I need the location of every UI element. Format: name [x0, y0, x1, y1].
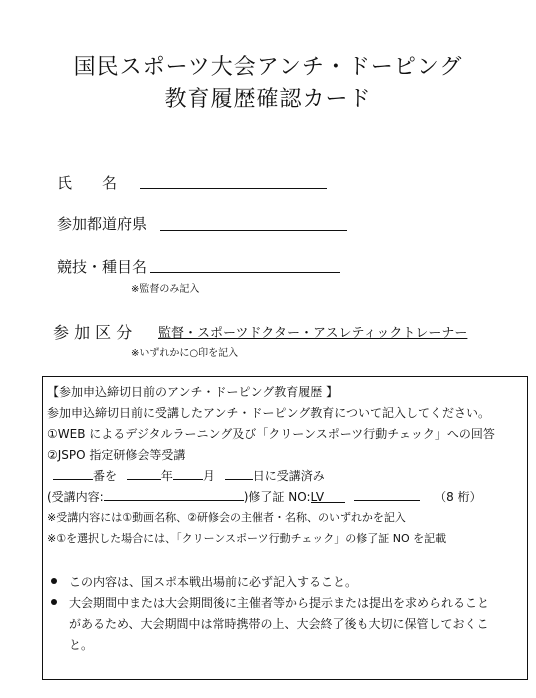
bullet-item-1: この内容は、国スポ本戦出場前に必ず記入すること。	[69, 575, 358, 589]
name-field[interactable]	[140, 188, 327, 189]
sport-note: ※監督のみ記入	[131, 284, 200, 295]
month-blank[interactable]	[173, 467, 203, 480]
page-title-line2: 教育履歴確認カード	[164, 87, 372, 112]
option-web-learning: ①WEB によるデジタルラーニング及び「クリーンスポーツ行動チェック」への回答	[47, 427, 495, 441]
day-blank[interactable]	[225, 467, 253, 480]
sport-label: 競技・種目名	[57, 258, 148, 276]
cert-note: ※①を選択した場合には、「クリーンスポーツ行動チェック」の修了証 NO を記載	[47, 532, 447, 545]
bullet-item-2-line1: 大会期間中または大会期間後に主催者等から提示または提出を求められること	[69, 596, 490, 610]
cert-prefix: LV	[311, 490, 345, 503]
cert-number-blank[interactable]	[354, 488, 420, 501]
box-heading: 【参加申込締切日前のアンチ・ドーピング教育履歴 】	[47, 385, 339, 399]
year-label: 年	[160, 469, 173, 483]
content-close-label: )修了証 NO:	[243, 490, 311, 504]
name-label: 氏 名	[57, 174, 118, 192]
bullet-item-2-line2: があるため、大会期間中は常時携帯の上、大会終了後も大切に保管しておくこ	[69, 617, 489, 631]
sport-field[interactable]	[150, 272, 340, 273]
category-options[interactable]: 監督・スポーツドクター・アスレティックトレーナー	[158, 326, 468, 341]
content-note: ※受講内容には①動画名称、②研修会の主催者・名称、のいずれかを記入	[47, 511, 406, 524]
bullet-item-2-line3: と。	[69, 638, 94, 652]
bullet-icon	[51, 578, 57, 584]
number-blank[interactable]	[53, 467, 93, 480]
attendance-date-line	[53, 467, 325, 484]
date-ban-label: 番を	[93, 469, 118, 483]
category-note: ※いずれかに○印を記入	[131, 348, 239, 359]
option-jspo-seminar: ②JSPO 指定研修会等受講	[47, 448, 186, 462]
content-blank[interactable]	[104, 488, 244, 501]
education-history-box	[42, 376, 528, 680]
box-intro: 参加申込締切日前に受講したアンチ・ドーピング教育について記入してください。	[47, 406, 491, 420]
page-title-line1: 国民スポーツ大会アンチ・ドーピング	[73, 55, 463, 80]
year-blank[interactable]	[127, 467, 161, 480]
content-open-label: (受講内容:	[47, 490, 104, 504]
category-label: 参 加 区 分	[53, 323, 133, 342]
prefecture-label: 参加都道府県	[57, 215, 148, 233]
content-cert-line	[47, 488, 482, 505]
month-label: 月	[202, 469, 215, 483]
bullet-icon	[51, 599, 57, 605]
prefecture-field[interactable]	[160, 230, 347, 231]
day-label: 日に受講済み	[252, 469, 325, 483]
digits-note: （8 桁）	[434, 490, 482, 504]
